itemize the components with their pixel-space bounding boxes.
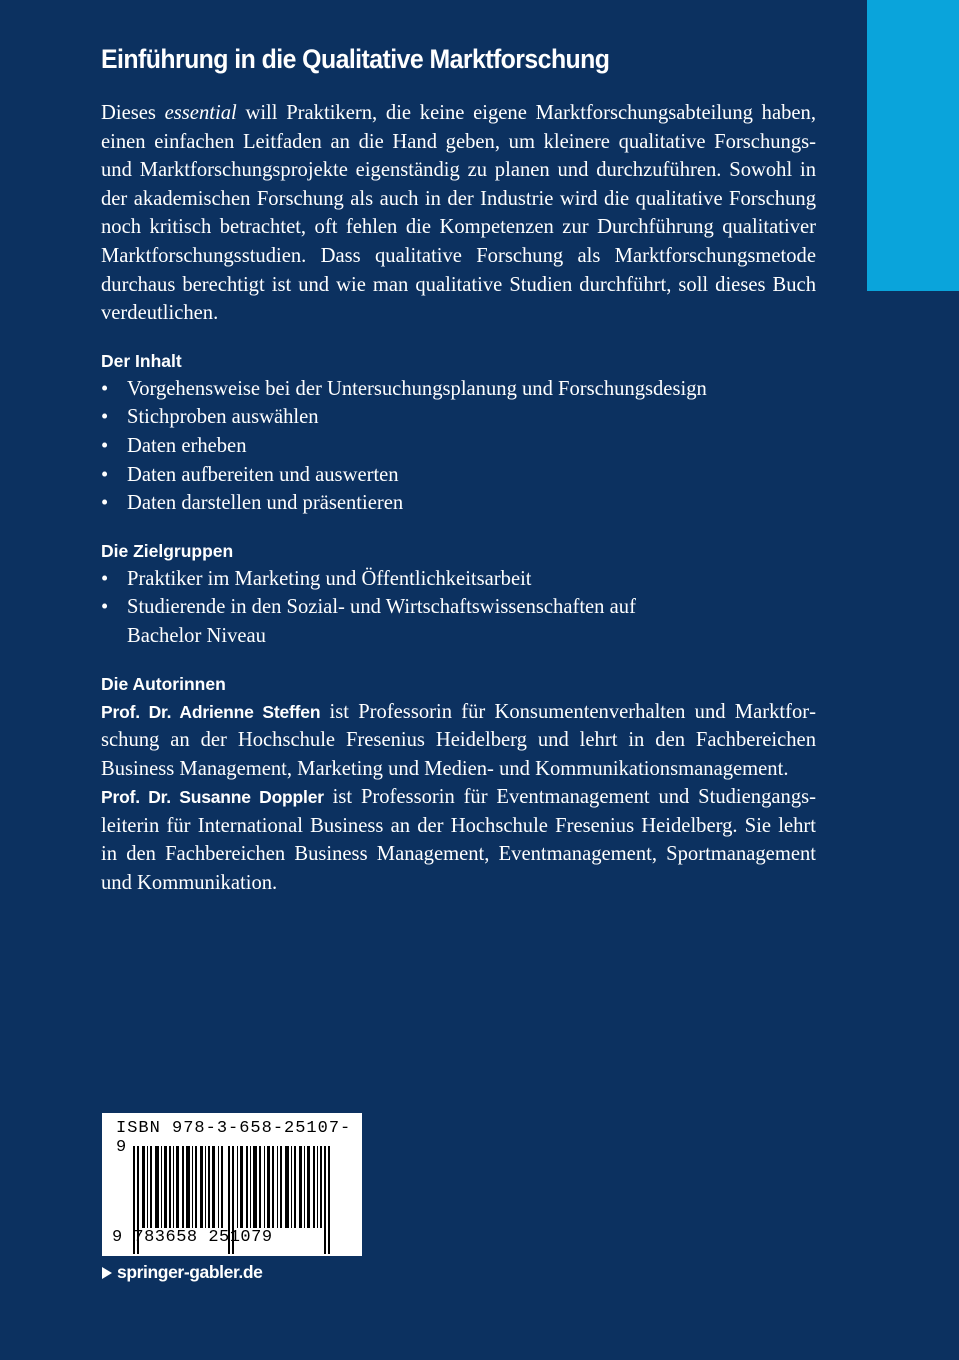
author-bio-2 xyxy=(101,783,816,897)
intro-text-start: Dieses xyxy=(101,102,165,124)
intro-paragraph xyxy=(101,99,816,328)
heading-inhalt: Der Inhalt xyxy=(101,350,182,371)
list-item xyxy=(101,375,816,404)
author-bio-text: ist Professorin für Konsumentenverhalten und Marktforschung an der Hochschule Fresenius Heidelberg und lehrt in den Fachbereichen Business Management, Marketing und Medien- und Kommunikationsmanagement. xyxy=(101,700,816,780)
isbn-barcode xyxy=(102,1113,362,1256)
heading-autorinnen: Die Autorinnen xyxy=(101,673,226,694)
barcode-digits: 9 783658 251079 xyxy=(112,1228,273,1247)
bullet-icon: • xyxy=(101,434,109,457)
list-item-text: Studierende in den Sozial- und Wirtschaftswissenschaften auf Bachelor Niveau xyxy=(127,596,636,647)
publisher-website[interactable] xyxy=(102,1262,262,1283)
list-item-text: Stichproben auswählen xyxy=(127,406,319,429)
list-item-text: Daten darstellen und präsentieren xyxy=(127,492,404,515)
intro-emphasis: essential xyxy=(164,102,237,124)
accent-bar xyxy=(867,0,959,291)
list-item xyxy=(101,489,816,518)
author-bio-1 xyxy=(101,698,816,784)
zielgruppen-list xyxy=(101,565,691,651)
website-link[interactable]: springer-gabler.de xyxy=(117,1262,263,1282)
inhalt-list xyxy=(101,375,816,518)
isbn-label: ISBN 978-3-658-25107-9 xyxy=(116,1119,352,1157)
list-item-text: Vorgehensweise bei der Untersuchungsplanung und Forschungsdesign xyxy=(127,377,707,400)
list-item-text: Daten erheben xyxy=(127,434,247,457)
list-item xyxy=(101,565,691,594)
author-name: Prof. Dr. Adrienne Steffen xyxy=(101,701,321,722)
bullet-icon: • xyxy=(101,567,109,590)
author-bio-text: ist Professorin für Eventmanagement und Studiengangsleiterin für International Business an der Hochschule Fresenius Heidelberg. Sie lehrt in den Fachbereichen Business Management, Eventmanagement, Sportmanagement und Kommunikation. xyxy=(101,786,816,895)
bullet-icon: • xyxy=(101,377,109,400)
intro-text-rest: will Praktikern, die keine eigene Marktforschungsabteilung haben, einen einfachen Leitfaden an die Hand geben, um kleinere qualitative Forschungs- und Marktforschungsprojekte eigenständig zu planen und durchzuführen. Sowohl in der akademischen Forschung als auch in der Industrie wird die qualitative Forschung noch kritisch betrachtet, oft fehlen die Kompetenzen zur Durchführung qualitativer Marktforschungsstudien. Dass qualitative Forschung als Marktforschungsmetode durchaus berechtigt ist und wie man qualitative Studien durchführt, soll dieses Buch verdeutlichen. xyxy=(101,102,816,325)
list-item xyxy=(101,593,691,650)
bullet-icon: • xyxy=(101,492,109,515)
list-item xyxy=(101,461,816,490)
bullet-icon: • xyxy=(101,463,109,486)
back-cover-text xyxy=(101,44,816,898)
list-item-text: Daten aufbereiten und auswerten xyxy=(127,463,399,486)
heading-zielgruppen: Die Zielgruppen xyxy=(101,540,234,561)
book-title: Einführung in die Qualitative Marktforschung xyxy=(101,44,610,74)
author-name: Prof. Dr. Susanne Doppler xyxy=(101,787,324,808)
bullet-icon: • xyxy=(101,406,109,429)
arrow-right-icon xyxy=(102,1267,112,1279)
bullet-icon: • xyxy=(101,596,109,619)
list-item-text: Praktiker im Marketing und Öffentlichkeitsarbeit xyxy=(127,567,532,590)
list-item xyxy=(101,403,816,432)
list-item xyxy=(101,432,816,461)
